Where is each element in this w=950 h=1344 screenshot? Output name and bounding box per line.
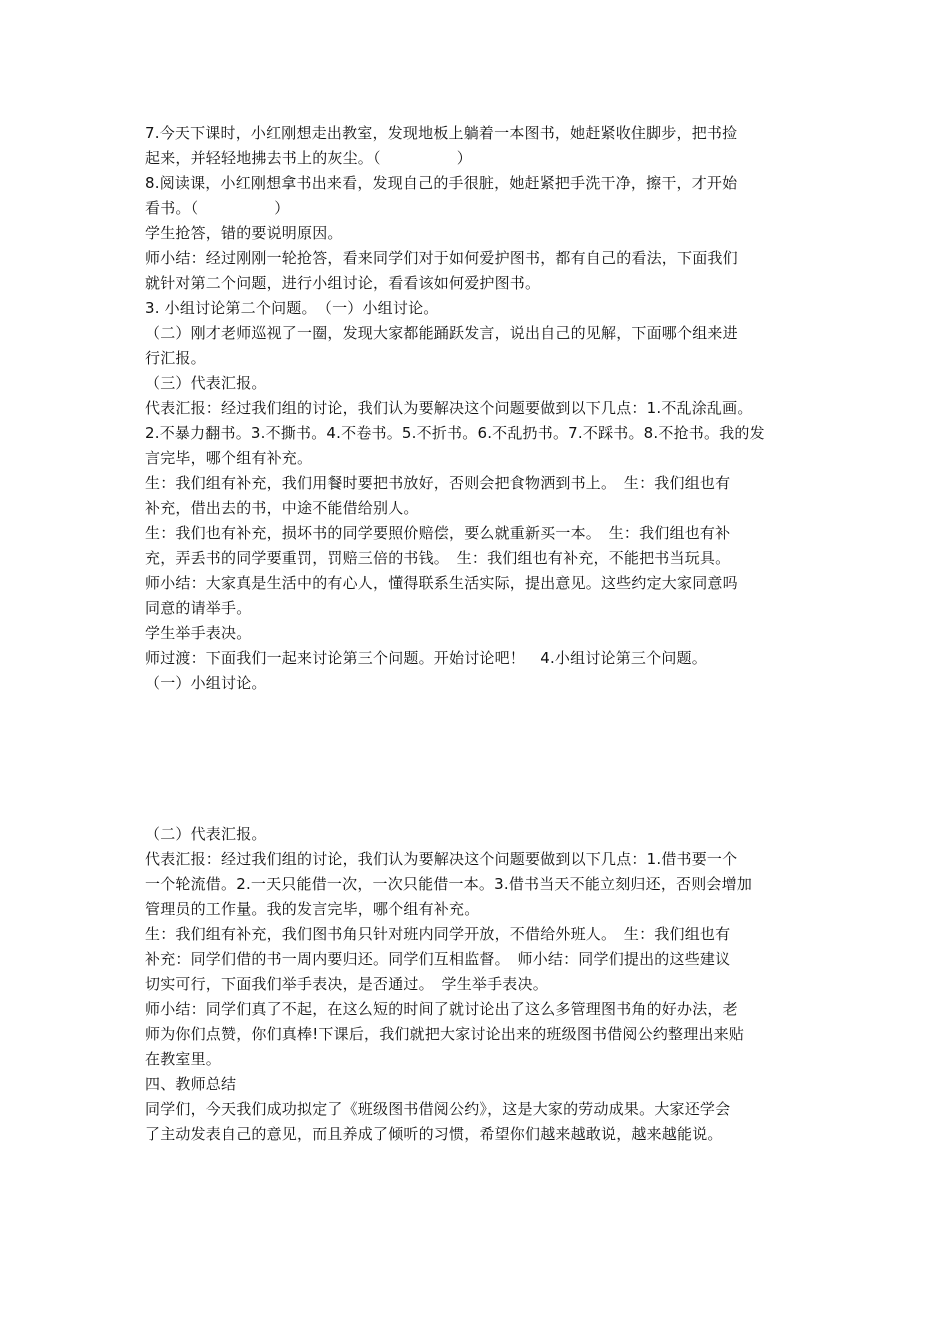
text-line: 了主动发表自己的意见，而且养成了倾听的习惯，希望你们越来越敢说，越来越能说。: [145, 1125, 723, 1143]
text-line: 师小结：大家真是生活中的有心人，懂得联系生活实际，提出意见。这些约定大家同意吗: [145, 574, 738, 592]
text-line: 补充，借出去的书，中途不能借给别人。: [145, 499, 419, 517]
text-line: 生：我们也有补充，损坏书的同学要照价赔偿，要么就重新买一本。 生：我们组也有补: [145, 524, 731, 542]
text-line: 行汇报。: [145, 349, 206, 367]
text-line: 代表汇报：经过我们组的讨论，我们认为要解决这个问题要做到以下几点：1.不乱涂乱画。: [145, 399, 753, 417]
text-line: （一）小组讨论。: [145, 674, 267, 692]
text-line: 言完毕，哪个组有补充。: [145, 449, 313, 467]
text-line: 起来，并轻轻地拂去书上的灰尘。（ ）: [145, 149, 472, 167]
text-section-a: [145, 121, 815, 696]
text-line: 学生举手表决。: [145, 624, 252, 642]
text-line: 充，弄丢书的同学要重罚，罚赔三倍的书钱。 生：我们组也有补充，不能把书当玩具。: [145, 549, 731, 567]
text-line: 师小结：同学们真了不起，在这么短的时间了就讨论出了这么多管理图书角的好办法，老: [145, 1000, 738, 1018]
text-line: 代表汇报：经过我们组的讨论，我们认为要解决这个问题要做到以下几点：1.借书要一个: [145, 850, 738, 868]
text-line: 师过渡：下面我们一起来讨论第三个问题。开始讨论吧！ 4.小组讨论第三个问题。: [145, 649, 707, 667]
text-line: 师小结：经过刚刚一轮抢答，看来同学们对于如何爱护图书，都有自己的看法，下面我们: [145, 249, 738, 267]
text-line: 切实可行，下面我们举手表决，是否通过。 学生举手表决。: [145, 975, 548, 993]
text-line: 2.不暴力翻书。3.不撕书。4.不卷书。5.不折书。6.不乱扔书。7.不踩书。8.不抢书。我的发: [145, 424, 765, 442]
text-line: 同意的请举手。: [145, 599, 252, 617]
text-line: （二）刚才老师巡视了一圈，发现大家都能踊跃发言，说出自己的见解，下面哪个组来进: [145, 324, 738, 342]
text-line: 四、教师总结: [145, 1075, 237, 1093]
text-line: 师为你们点赞，你们真棒!下课后，我们就把大家讨论出来的班级图书借阅公约整理出来贴: [145, 1025, 745, 1043]
text-line: 8.阅读课，小红刚想拿书出来看，发现自己的手很脏，她赶紧把手洗干净，擦干，才开始: [145, 174, 738, 192]
text-line: 7.今天下课时，小红刚想走出教室，发现地板上躺着一本图书，她赶紧收住脚步，把书捡: [145, 124, 738, 142]
text-line: 同学们，今天我们成功拟定了《班级图书借阅公约》，这是大家的劳动成果。大家还学会: [145, 1100, 731, 1118]
text-line: 生：我们组有补充，我们用餐时要把书放好，否则会把食物洒到书上。 生：我们组也有: [145, 474, 731, 492]
text-section-b: [145, 822, 815, 1147]
text-line: 在教室里。: [145, 1050, 222, 1068]
text-line: 看书。（ ）: [145, 199, 290, 217]
text-line: 学生抢答，错的要说明原因。: [145, 224, 343, 242]
text-line: 补充：同学们借的书一周内要归还。同学们互相监督。 师小结：同学们提出的这些建议: [145, 950, 731, 968]
text-line: （三）代表汇报。: [145, 374, 267, 392]
text-line: 管理员的工作量。我的发言完毕，哪个组有补充。: [145, 900, 480, 918]
text-line: 生：我们组有补充，我们图书角只针对班内同学开放，不借给外班人。 生：我们组也有: [145, 925, 731, 943]
text-line: （二）代表汇报。: [145, 825, 267, 843]
text-line: 3. 小组讨论第二个问题。 （一）小组讨论。: [145, 299, 439, 317]
text-line: 一个轮流借。2.一天只能借一次，一次只能借一本。3.借书当天不能立刻归还，否则会增加: [145, 875, 753, 893]
text-line: 就针对第二个问题，进行小组讨论，看看该如何爱护图书。: [145, 274, 541, 292]
